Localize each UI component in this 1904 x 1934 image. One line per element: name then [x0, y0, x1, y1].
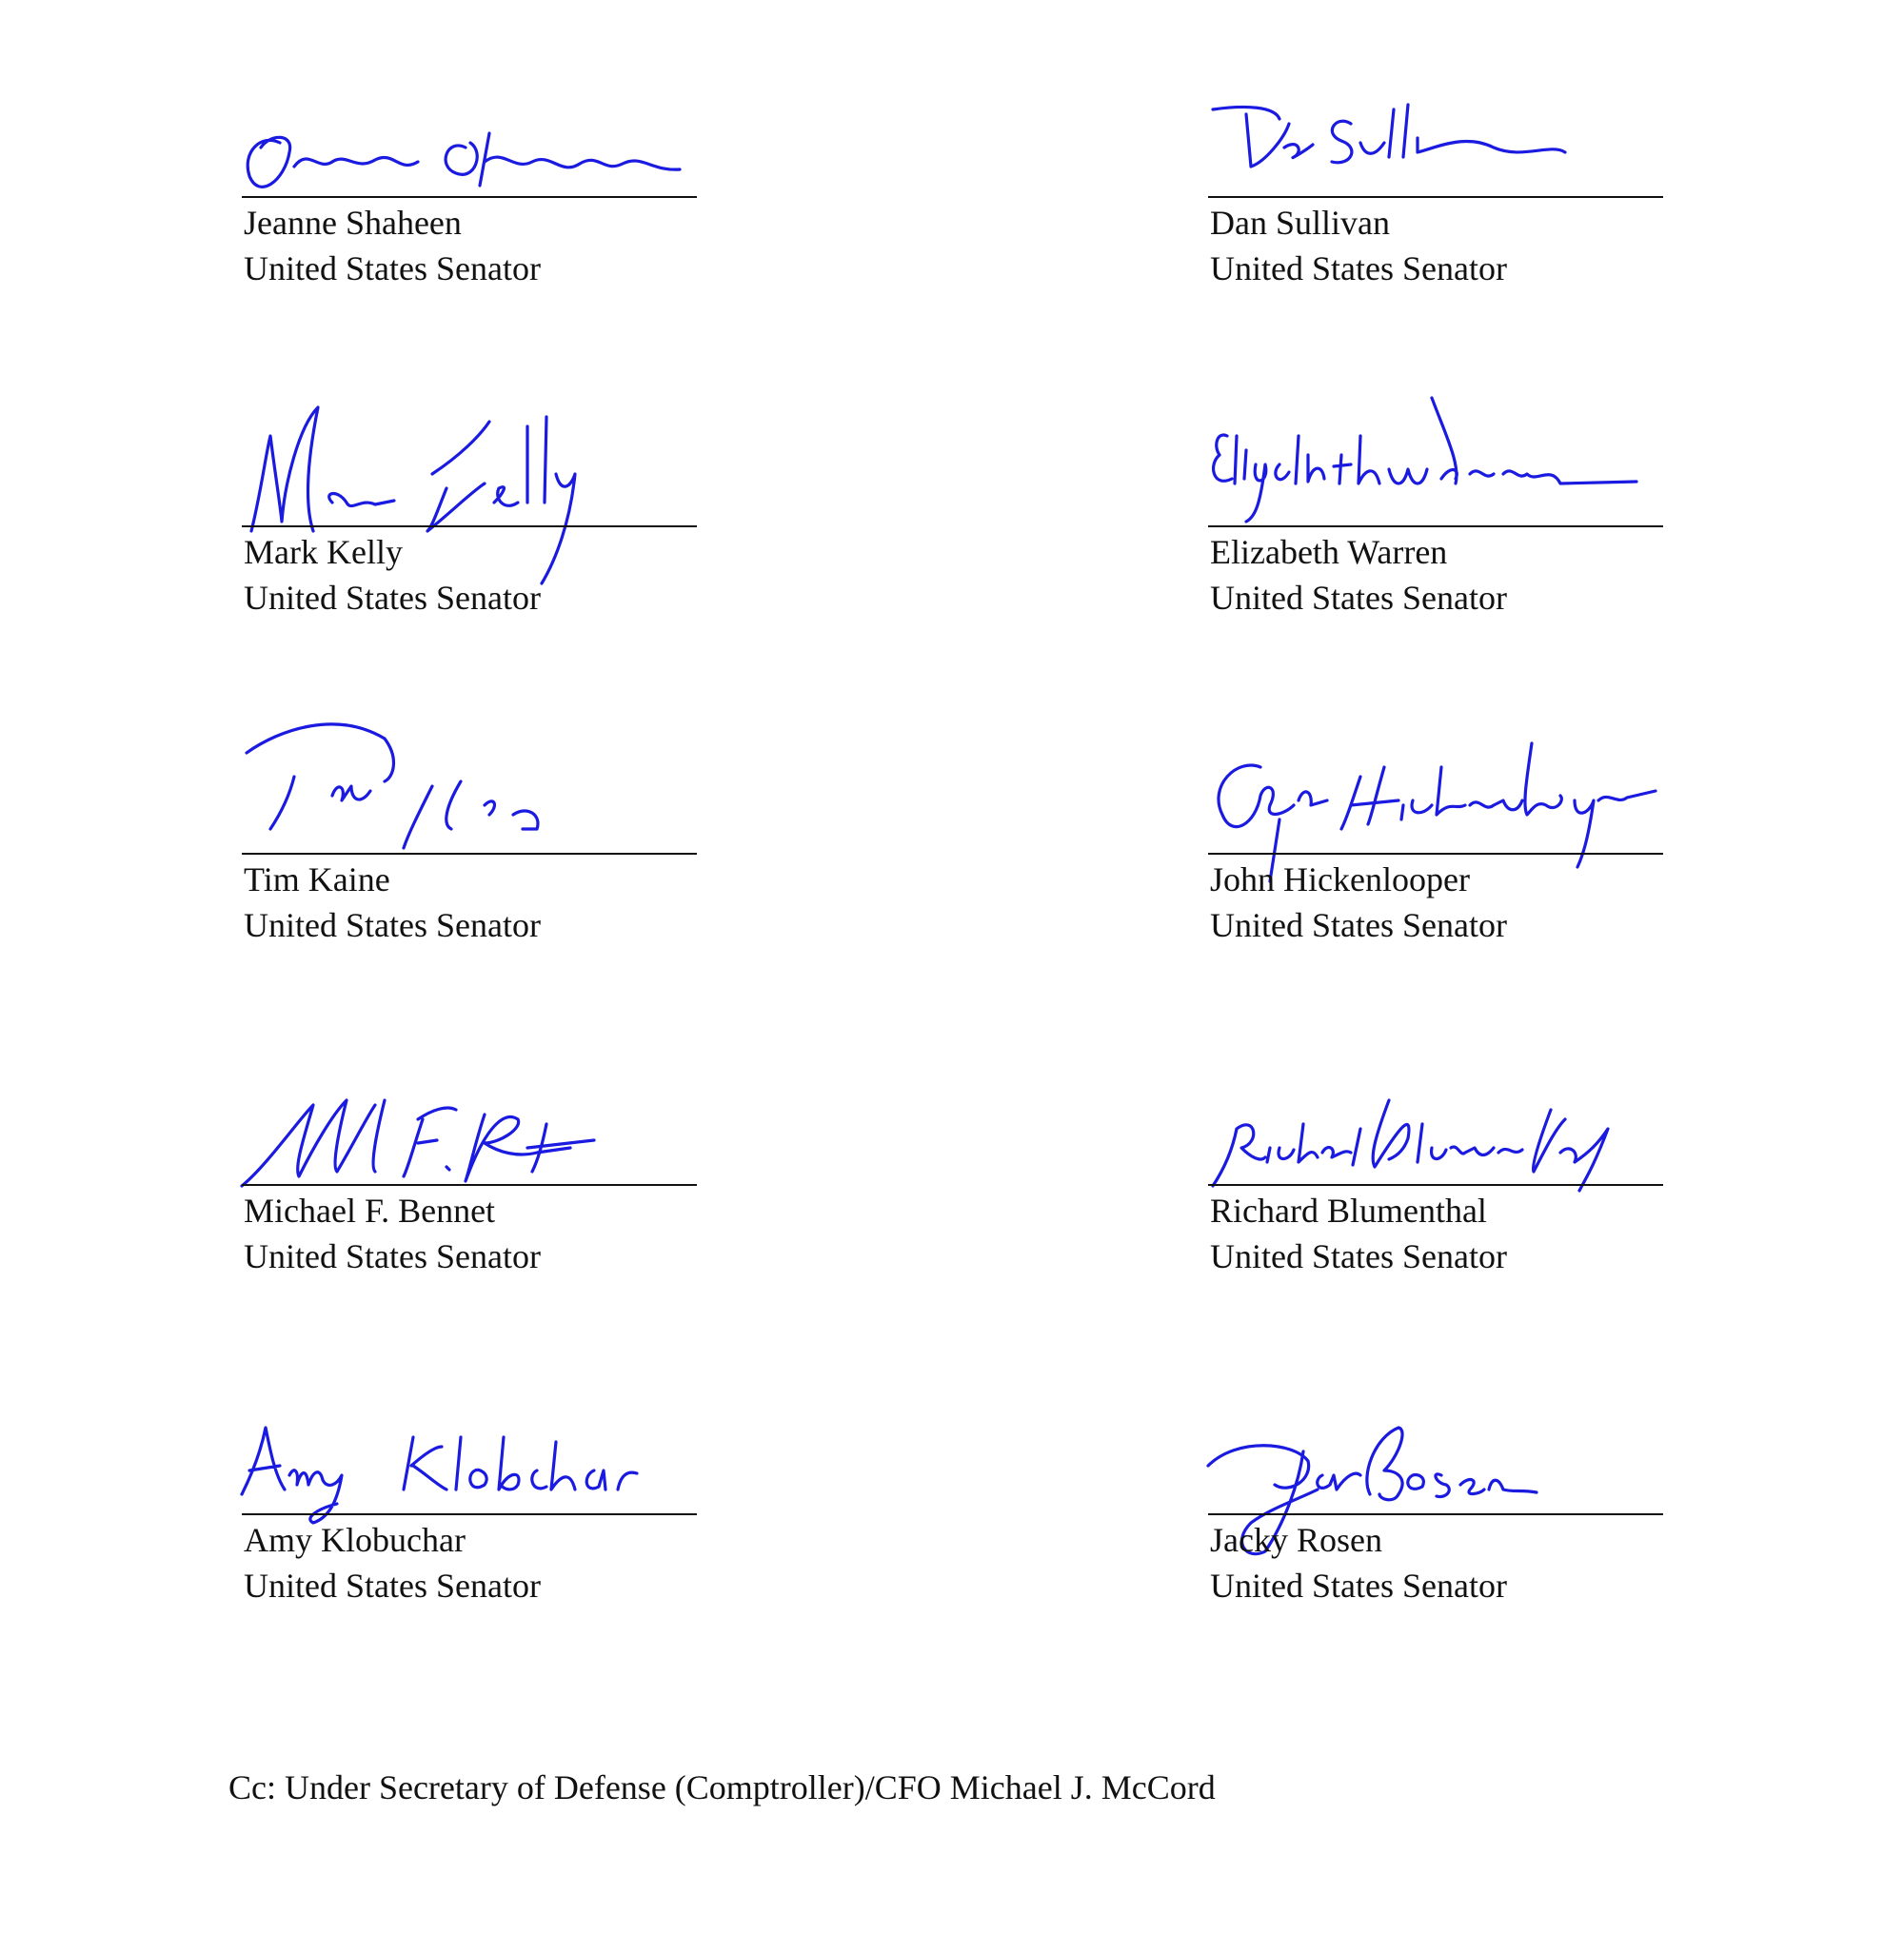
signature-line: [242, 1184, 697, 1186]
signatory-name: Jacky Rosen: [1210, 1521, 1382, 1559]
signatory-name: Tim Kaine: [244, 860, 390, 898]
signature-line: [1208, 1513, 1663, 1515]
signature-line: [242, 525, 697, 527]
signature-line: [242, 196, 697, 198]
signatory-name: Amy Klobuchar: [244, 1521, 466, 1559]
signature-block-blumenthal: [1208, 1072, 1665, 1357]
signatory-title: United States Senator: [244, 1237, 541, 1275]
signature-block-shaheen: [242, 95, 699, 381]
signatory-name: Richard Blumenthal: [1210, 1192, 1487, 1230]
signatory-name: Jeanne Shaheen: [244, 204, 462, 242]
signature-line: [1208, 196, 1663, 198]
signature-block-rosen: [1208, 1418, 1665, 1704]
signatory-title: United States Senator: [244, 249, 541, 287]
signature-block-klobuchar: [242, 1418, 699, 1704]
signatory-name: Mark Kelly: [244, 533, 403, 571]
signatory-title: United States Senator: [1210, 249, 1507, 287]
cc-line: Cc: Under Secretary of Defense (Comptroller)/CFO Michael J. McCord: [228, 1768, 1216, 1806]
signature-line: [242, 853, 697, 855]
signature-line: [1208, 853, 1663, 855]
signatory-name: Dan Sullivan: [1210, 204, 1390, 242]
signatory-name: Michael F. Bennet: [244, 1192, 496, 1230]
signatory-name: John Hickenlooper: [1210, 860, 1470, 898]
signatory-title: United States Senator: [1210, 579, 1507, 617]
signatory-title: United States Senator: [244, 906, 541, 944]
signature-block-bennet: [242, 1072, 699, 1357]
signature-block-sullivan: [1208, 95, 1665, 381]
signature-block-kaine: [242, 710, 699, 996]
handwritten-signature-kaine: [242, 710, 699, 862]
handwritten-signature-sullivan: [1208, 95, 1665, 209]
signature-line: [242, 1513, 697, 1515]
signature-block-hickenlooper: [1208, 710, 1665, 996]
signatory-title: United States Senator: [244, 579, 541, 617]
signatory-title: United States Senator: [1210, 1237, 1507, 1275]
signatory-name: Elizabeth Warren: [1210, 533, 1448, 571]
signature-block-warren: [1208, 398, 1665, 683]
signatory-title: United States Senator: [244, 1567, 541, 1605]
signature-line: [1208, 525, 1663, 527]
signature-block-kelly: [242, 398, 699, 683]
signatory-title: United States Senator: [1210, 1567, 1507, 1605]
handwritten-signature-shaheen: [242, 95, 699, 209]
signature-line: [1208, 1184, 1663, 1186]
signatory-title: United States Senator: [1210, 906, 1507, 944]
